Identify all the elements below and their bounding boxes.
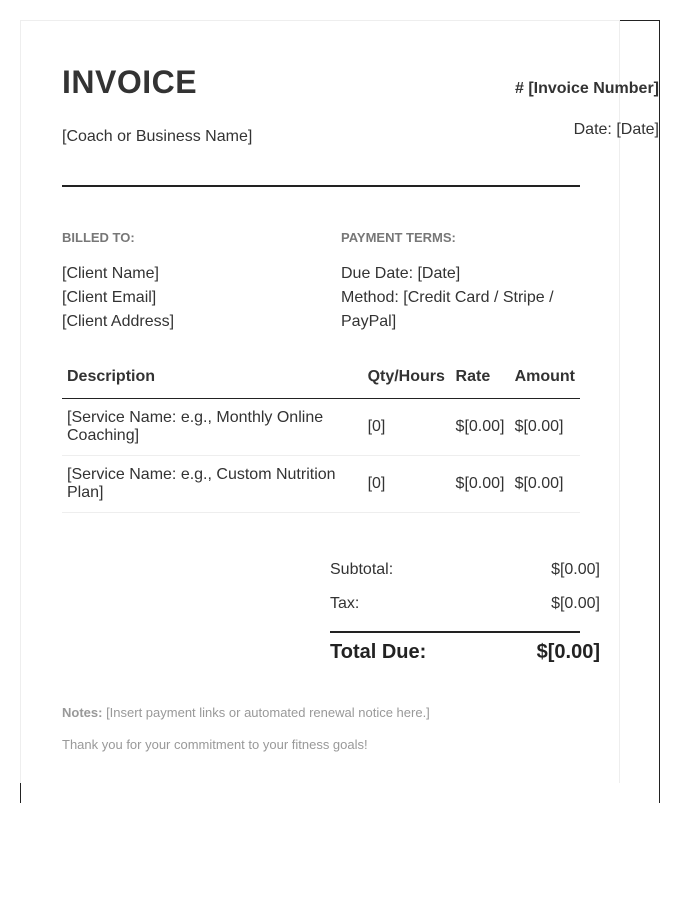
due-date: Due Date: [Date] (341, 265, 461, 282)
row-description: [Service Name: e.g., Custom Nutrition Plan] (62, 456, 363, 513)
row-rate: $[0.00] (451, 399, 510, 456)
billed-to-block (62, 262, 312, 334)
payment-terms-label: PAYMENT TERMS: (341, 230, 456, 245)
column-header-description: Description (62, 356, 363, 399)
billed-to-label: BILLED TO: (62, 230, 135, 245)
totals-divider (330, 631, 580, 633)
column-header-amount: Amount (510, 356, 580, 399)
table-header-row (62, 356, 580, 399)
total-due-value: $[0.00] (536, 641, 600, 663)
subtotal-label: Subtotal: (330, 561, 394, 578)
column-header-qty: Qty/Hours (363, 356, 451, 399)
business-name: [Coach or Business Name] (62, 128, 253, 145)
line-items-table (62, 356, 580, 513)
notes (62, 705, 430, 720)
total-due-label: Total Due: (330, 641, 427, 663)
payment-method: Method: [Credit Card / Stripe / PayPal] (341, 289, 554, 330)
invoice-date: Date: [Date] (573, 121, 659, 138)
row-amount: $[0.00] (510, 456, 580, 513)
row-description: [Service Name: e.g., Monthly Online Coaching] (62, 399, 363, 456)
row-qty: [0] (363, 456, 451, 513)
subtotal-value: $[0.00] (551, 561, 600, 578)
payment-terms-block (341, 262, 576, 334)
tax-value: $[0.00] (551, 595, 600, 612)
column-header-rate: Rate (451, 356, 510, 399)
table-row (62, 399, 580, 456)
invoice-title: INVOICE (62, 64, 198, 100)
table-row (62, 456, 580, 513)
header-divider (62, 185, 580, 187)
row-rate: $[0.00] (451, 456, 510, 513)
row-amount: $[0.00] (510, 399, 580, 456)
row-qty: [0] (363, 399, 451, 456)
client-name: [Client Name] (62, 265, 159, 282)
thank-you-message: Thank you for your commitment to your fitness goals! (62, 737, 368, 752)
client-email: [Client Email] (62, 289, 157, 306)
tax-label: Tax: (330, 595, 360, 612)
invoice-number: # [Invoice Number] (514, 80, 659, 97)
notes-label: Notes: (62, 705, 103, 720)
notes-text: [Insert payment links or automated renewal notice here.] (102, 705, 430, 720)
client-address: [Client Address] (62, 313, 175, 330)
